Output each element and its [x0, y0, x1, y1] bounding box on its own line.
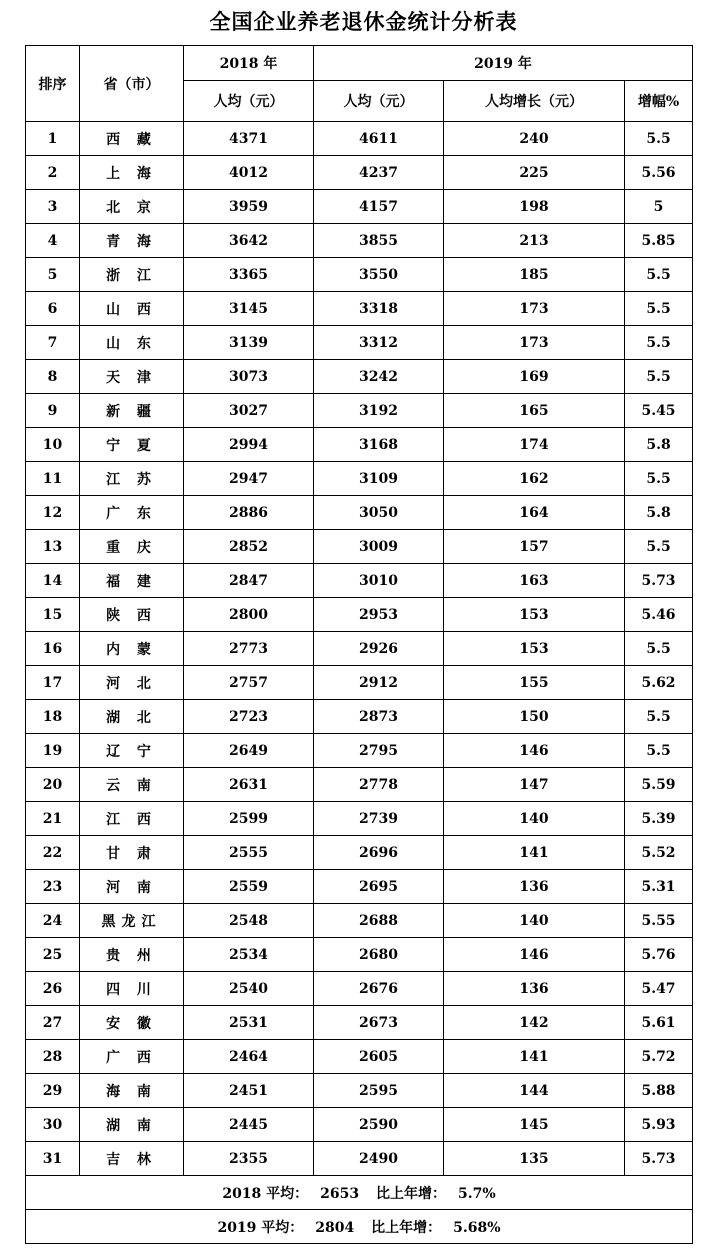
cell-rate: 5.5	[625, 258, 693, 292]
footer-2018-inc-value: 5.7%	[458, 1185, 496, 1202]
cell-province: 贵 州	[80, 938, 184, 972]
table-row	[26, 904, 693, 938]
table-row	[26, 462, 693, 496]
cell-growth: 169	[444, 360, 625, 394]
cell-avg-2019: 2926	[314, 632, 444, 666]
cell-avg-2018: 2559	[184, 870, 314, 904]
cell-rate: 5.55	[625, 904, 693, 938]
cell-avg-2018: 2800	[184, 598, 314, 632]
cell-growth: 141	[444, 836, 625, 870]
cell-rate: 5.47	[625, 972, 693, 1006]
cell-growth: 141	[444, 1040, 625, 1074]
table-row	[26, 224, 693, 258]
cell-avg-2018: 2464	[184, 1040, 314, 1074]
cell-rank: 25	[26, 938, 80, 972]
cell-rate: 5.31	[625, 870, 693, 904]
cell-avg-2019: 2605	[314, 1040, 444, 1074]
cell-avg-2018: 2847	[184, 564, 314, 598]
cell-growth: 150	[444, 700, 625, 734]
cell-rank: 8	[26, 360, 80, 394]
cell-province: 河 南	[80, 870, 184, 904]
cell-rate: 5.93	[625, 1108, 693, 1142]
table-row	[26, 700, 693, 734]
table-row	[26, 598, 693, 632]
footer-2019-inc-label: 比上年增：	[371, 1219, 442, 1236]
cell-avg-2018: 2445	[184, 1108, 314, 1142]
cell-rate: 5.5	[625, 632, 693, 666]
cell-avg-2018: 3642	[184, 224, 314, 258]
cell-province: 四 川	[80, 972, 184, 1006]
footer-2018-summary	[26, 1176, 693, 1210]
cell-rank: 27	[26, 1006, 80, 1040]
cell-avg-2019: 4611	[314, 122, 444, 156]
cell-province: 广 东	[80, 496, 184, 530]
footer-2019-avg-label: 2019 平均：	[217, 1219, 304, 1236]
cell-avg-2019: 3168	[314, 428, 444, 462]
table-row	[26, 496, 693, 530]
header-province: 省（市）	[80, 46, 184, 122]
cell-province: 湖 南	[80, 1108, 184, 1142]
cell-rank: 4	[26, 224, 80, 258]
cell-avg-2019: 3192	[314, 394, 444, 428]
cell-rank: 15	[26, 598, 80, 632]
cell-avg-2019: 3109	[314, 462, 444, 496]
cell-rate: 5.5	[625, 360, 693, 394]
cell-avg-2018: 2548	[184, 904, 314, 938]
cell-growth: 146	[444, 938, 625, 972]
cell-rank: 1	[26, 122, 80, 156]
cell-growth: 140	[444, 802, 625, 836]
cell-rank: 26	[26, 972, 80, 1006]
cell-avg-2018: 2631	[184, 768, 314, 802]
cell-growth: 153	[444, 632, 625, 666]
page-title: 全国企业养老退休金统计分析表	[209, 9, 518, 34]
cell-province: 北 京	[80, 190, 184, 224]
cell-rate: 5.73	[625, 564, 693, 598]
cell-growth: 174	[444, 428, 625, 462]
cell-province: 福 建	[80, 564, 184, 598]
cell-rate: 5.45	[625, 394, 693, 428]
table-row	[26, 1040, 693, 1074]
table-row	[26, 122, 693, 156]
cell-avg-2018: 3027	[184, 394, 314, 428]
cell-avg-2018: 2757	[184, 666, 314, 700]
cell-rank: 19	[26, 734, 80, 768]
header-avg-2018: 人均（元）	[184, 81, 314, 122]
cell-growth: 136	[444, 972, 625, 1006]
cell-avg-2019: 2673	[314, 1006, 444, 1040]
cell-province: 黑龙江	[80, 904, 184, 938]
cell-avg-2019: 3242	[314, 360, 444, 394]
cell-avg-2018: 3959	[184, 190, 314, 224]
cell-rate: 5.5	[625, 734, 693, 768]
table-row	[26, 1108, 693, 1142]
table-row	[26, 1142, 693, 1176]
cell-province: 湖 北	[80, 700, 184, 734]
table-row	[26, 428, 693, 462]
cell-province: 浙 江	[80, 258, 184, 292]
cell-province: 吉 林	[80, 1142, 184, 1176]
table-row	[26, 530, 693, 564]
cell-avg-2019: 3550	[314, 258, 444, 292]
cell-growth: 153	[444, 598, 625, 632]
cell-rate: 5.61	[625, 1006, 693, 1040]
cell-rank: 11	[26, 462, 80, 496]
table-row	[26, 870, 693, 904]
cell-province: 江 西	[80, 802, 184, 836]
cell-rate: 5.5	[625, 326, 693, 360]
cell-growth: 165	[444, 394, 625, 428]
cell-avg-2018: 3365	[184, 258, 314, 292]
cell-avg-2019: 2680	[314, 938, 444, 972]
table-row	[26, 734, 693, 768]
cell-growth: 225	[444, 156, 625, 190]
table-row	[26, 326, 693, 360]
cell-growth: 163	[444, 564, 625, 598]
cell-growth: 142	[444, 1006, 625, 1040]
cell-avg-2019: 3050	[314, 496, 444, 530]
cell-rank: 7	[26, 326, 80, 360]
cell-rank: 18	[26, 700, 80, 734]
cell-avg-2018: 2355	[184, 1142, 314, 1176]
cell-province: 山 东	[80, 326, 184, 360]
cell-rate: 5.72	[625, 1040, 693, 1074]
footer-2019-summary	[26, 1210, 693, 1244]
cell-rate: 5.8	[625, 428, 693, 462]
cell-avg-2018: 2451	[184, 1074, 314, 1108]
cell-growth: 145	[444, 1108, 625, 1142]
cell-province: 内 蒙	[80, 632, 184, 666]
cell-rate: 5.5	[625, 462, 693, 496]
cell-rank: 12	[26, 496, 80, 530]
cell-growth: 213	[444, 224, 625, 258]
cell-rate: 5.39	[625, 802, 693, 836]
cell-rank: 20	[26, 768, 80, 802]
table-row	[26, 938, 693, 972]
header-year-2019: 2019 年	[314, 46, 693, 81]
cell-rank: 5	[26, 258, 80, 292]
cell-rank: 3	[26, 190, 80, 224]
cell-avg-2018: 2599	[184, 802, 314, 836]
cell-growth: 140	[444, 904, 625, 938]
cell-province: 甘 肃	[80, 836, 184, 870]
cell-avg-2018: 2531	[184, 1006, 314, 1040]
cell-rank: 17	[26, 666, 80, 700]
cell-rate: 5.59	[625, 768, 693, 802]
cell-rank: 29	[26, 1074, 80, 1108]
footer-2019-inc-value: 5.68%	[453, 1219, 501, 1236]
footer-2018-avg-label: 2018 平均：	[222, 1185, 309, 1202]
cell-province: 海 南	[80, 1074, 184, 1108]
cell-avg-2018: 3139	[184, 326, 314, 360]
header-rank: 排序	[26, 46, 80, 122]
cell-province: 西 藏	[80, 122, 184, 156]
table-row	[26, 1006, 693, 1040]
cell-province: 宁 夏	[80, 428, 184, 462]
cell-province: 辽 宁	[80, 734, 184, 768]
cell-avg-2019: 2695	[314, 870, 444, 904]
cell-rate: 5.8	[625, 496, 693, 530]
cell-province: 安 徽	[80, 1006, 184, 1040]
cell-rate: 5.62	[625, 666, 693, 700]
cell-avg-2019: 2873	[314, 700, 444, 734]
cell-growth: 198	[444, 190, 625, 224]
cell-avg-2018: 3073	[184, 360, 314, 394]
cell-rank: 31	[26, 1142, 80, 1176]
table-row	[26, 156, 693, 190]
cell-avg-2018: 2723	[184, 700, 314, 734]
cell-avg-2018: 4012	[184, 156, 314, 190]
cell-rate: 5.88	[625, 1074, 693, 1108]
cell-avg-2018: 2886	[184, 496, 314, 530]
cell-growth: 162	[444, 462, 625, 496]
cell-avg-2019: 3009	[314, 530, 444, 564]
table-row	[26, 564, 693, 598]
cell-avg-2019: 2688	[314, 904, 444, 938]
cell-province: 山 西	[80, 292, 184, 326]
cell-avg-2018: 2534	[184, 938, 314, 972]
cell-province: 河 北	[80, 666, 184, 700]
cell-avg-2019: 2912	[314, 666, 444, 700]
cell-growth: 135	[444, 1142, 625, 1176]
cell-rate: 5.5	[625, 530, 693, 564]
cell-growth: 173	[444, 326, 625, 360]
table-row	[26, 666, 693, 700]
cell-avg-2018: 4371	[184, 122, 314, 156]
cell-rate: 5	[625, 190, 693, 224]
cell-growth: 185	[444, 258, 625, 292]
cell-avg-2018: 2555	[184, 836, 314, 870]
cell-rank: 22	[26, 836, 80, 870]
table-row	[26, 1074, 693, 1108]
cell-rank: 30	[26, 1108, 80, 1142]
cell-rate: 5.46	[625, 598, 693, 632]
footer-2019-avg-value: 2804	[315, 1219, 355, 1236]
cell-avg-2019: 3318	[314, 292, 444, 326]
cell-avg-2019: 2739	[314, 802, 444, 836]
cell-avg-2019: 2795	[314, 734, 444, 768]
cell-growth: 144	[444, 1074, 625, 1108]
cell-growth: 173	[444, 292, 625, 326]
cell-province: 陕 西	[80, 598, 184, 632]
cell-avg-2019: 3010	[314, 564, 444, 598]
cell-rank: 24	[26, 904, 80, 938]
table-row	[26, 394, 693, 428]
cell-rate: 5.73	[625, 1142, 693, 1176]
table-row	[26, 632, 693, 666]
cell-rank: 21	[26, 802, 80, 836]
cell-avg-2018: 2649	[184, 734, 314, 768]
cell-province: 江 苏	[80, 462, 184, 496]
table-row	[26, 360, 693, 394]
cell-rank: 6	[26, 292, 80, 326]
cell-avg-2019: 2490	[314, 1142, 444, 1176]
table-row	[26, 768, 693, 802]
cell-rank: 13	[26, 530, 80, 564]
cell-rate: 5.5	[625, 122, 693, 156]
cell-avg-2018: 2994	[184, 428, 314, 462]
cell-rate: 5.52	[625, 836, 693, 870]
cell-province: 广 西	[80, 1040, 184, 1074]
cell-avg-2019: 2595	[314, 1074, 444, 1108]
table-row	[26, 258, 693, 292]
cell-rank: 23	[26, 870, 80, 904]
table-body	[26, 122, 693, 1176]
cell-avg-2019: 3312	[314, 326, 444, 360]
cell-avg-2019: 2676	[314, 972, 444, 1006]
table-row	[26, 836, 693, 870]
cell-rank: 2	[26, 156, 80, 190]
cell-avg-2018: 3145	[184, 292, 314, 326]
cell-province: 重 庆	[80, 530, 184, 564]
cell-rate: 5.76	[625, 938, 693, 972]
footer-2018-avg-value: 2653	[320, 1185, 360, 1202]
pension-table	[25, 45, 693, 1244]
table-row	[26, 190, 693, 224]
cell-avg-2019: 2778	[314, 768, 444, 802]
cell-province: 云 南	[80, 768, 184, 802]
cell-growth: 136	[444, 870, 625, 904]
cell-rank: 9	[26, 394, 80, 428]
cell-growth: 155	[444, 666, 625, 700]
header-avg-2019: 人均（元）	[314, 81, 444, 122]
cell-growth: 147	[444, 768, 625, 802]
cell-rank: 14	[26, 564, 80, 598]
table-row	[26, 292, 693, 326]
header-year-2018: 2018 年	[184, 46, 314, 81]
cell-avg-2019: 2696	[314, 836, 444, 870]
cell-rate: 5.85	[625, 224, 693, 258]
cell-avg-2018: 2540	[184, 972, 314, 1006]
cell-avg-2019: 4237	[314, 156, 444, 190]
cell-province: 新 疆	[80, 394, 184, 428]
cell-growth: 240	[444, 122, 625, 156]
cell-growth: 157	[444, 530, 625, 564]
header-growth: 人均增长（元）	[444, 81, 625, 122]
cell-growth: 164	[444, 496, 625, 530]
footer-2018-inc-label: 比上年增：	[376, 1185, 447, 1202]
cell-rank: 16	[26, 632, 80, 666]
header-rate: 增幅%	[625, 81, 693, 122]
cell-province: 上 海	[80, 156, 184, 190]
cell-avg-2018: 2773	[184, 632, 314, 666]
table-row	[26, 972, 693, 1006]
cell-rate: 5.5	[625, 700, 693, 734]
cell-province: 青 海	[80, 224, 184, 258]
cell-rate: 5.56	[625, 156, 693, 190]
cell-rank: 10	[26, 428, 80, 462]
cell-rank: 28	[26, 1040, 80, 1074]
cell-avg-2018: 2947	[184, 462, 314, 496]
table-row	[26, 802, 693, 836]
cell-avg-2019: 3855	[314, 224, 444, 258]
cell-growth: 146	[444, 734, 625, 768]
cell-rate: 5.5	[625, 292, 693, 326]
cell-province: 天 津	[80, 360, 184, 394]
cell-avg-2018: 2852	[184, 530, 314, 564]
cell-avg-2019: 4157	[314, 190, 444, 224]
cell-avg-2019: 2590	[314, 1108, 444, 1142]
cell-avg-2019: 2953	[314, 598, 444, 632]
